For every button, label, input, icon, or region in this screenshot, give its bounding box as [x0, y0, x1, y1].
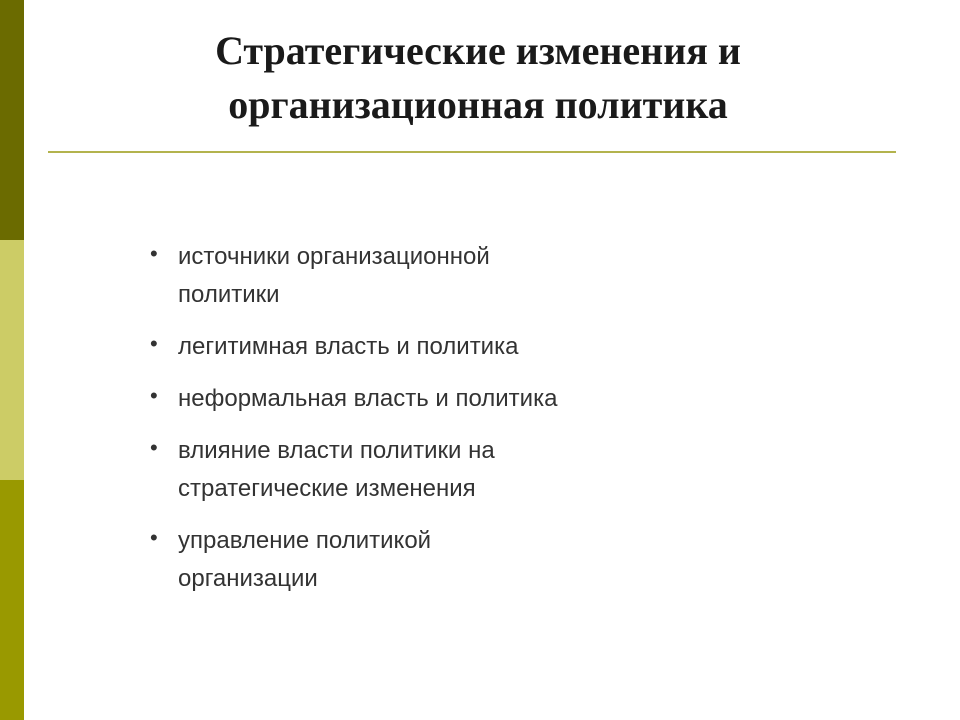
slide-title-line-2: организационная политика	[228, 82, 728, 127]
bullet-text-line-2: стратегические изменения	[178, 475, 476, 502]
side-accent-middle	[0, 240, 24, 480]
side-accent-bar	[0, 0, 24, 720]
bullet-item	[150, 328, 710, 366]
bullet-item	[150, 522, 710, 598]
bullet-item	[150, 238, 710, 314]
side-accent-top	[0, 0, 24, 240]
bullet-text-line-2: организации	[178, 565, 318, 592]
bullet-text-line-2: политики	[178, 281, 280, 308]
bullet-dot-icon: •	[150, 435, 158, 460]
bullet-list	[150, 238, 710, 612]
bullet-dot-icon: •	[150, 331, 158, 356]
bullet-text-line-1: неформальная власть и политика	[178, 385, 558, 412]
side-accent-bottom	[0, 480, 24, 720]
bullet-dot-icon: •	[150, 525, 158, 550]
bullet-text-line-1: управление политикой	[178, 527, 432, 554]
slide-title	[60, 24, 896, 132]
bullet-text-line-1: источники организационной	[178, 243, 490, 270]
bullet-item	[150, 380, 710, 418]
bullet-item	[150, 432, 710, 508]
bullet-text-line-1: влияние власти политики на	[178, 437, 495, 464]
title-divider	[48, 151, 896, 153]
slide-title-line-1: Стратегические изменения и	[215, 28, 741, 73]
bullet-dot-icon: •	[150, 383, 158, 408]
bullet-text-line-1: легитимная власть и политика	[178, 333, 519, 360]
bullet-dot-icon: •	[150, 241, 158, 266]
